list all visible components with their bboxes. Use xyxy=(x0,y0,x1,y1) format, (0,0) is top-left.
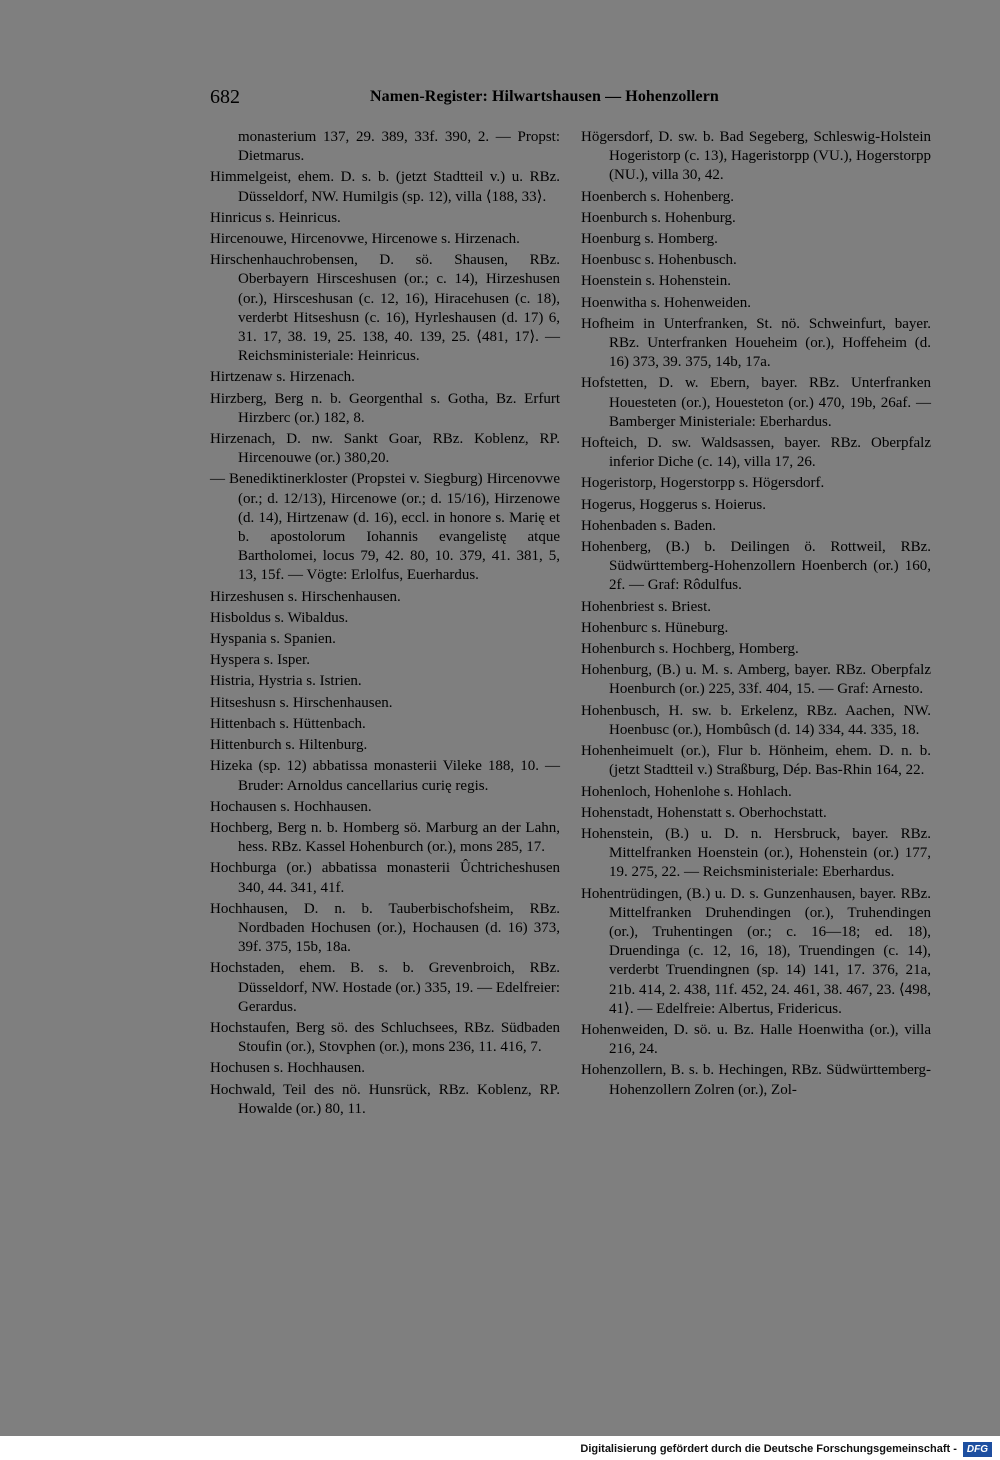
register-entry: Hirzenach, D. nw. Sankt Goar, RBz. Koblenz, RP. Hircenouwe (or.) 380,20. xyxy=(210,431,560,467)
register-entry: Hinricus s. Heinricus. xyxy=(210,209,341,226)
page-header xyxy=(210,86,930,112)
register-entry: Hizeka (sp. 12) abbatissa monasterii Vileke 188, 10. — Bruder: Arnoldus cancellarius curię regis. xyxy=(210,758,560,794)
register-entry: Hohenbusch, H. sw. b. Erkelenz, RBz. Aachen, NW. Hoenbusc (or.), Hombûsch (d. 14) 334, 44. 335, 18. xyxy=(581,702,931,738)
register-entry: Hochstaufen, Berg sö. des Schluchsees, RBz. Südbaden Stoufin (or.), Stovphen (or.), mons 236, 11. 416, 7. xyxy=(210,1019,560,1056)
register-entry: Hohenbaden s. Baden. xyxy=(581,517,716,534)
register-entry: Hochusen s. Hochhausen. xyxy=(210,1060,365,1077)
register-entry: Hittenbach s. Hüttenbach. xyxy=(210,715,366,732)
register-entry: Hohenburch s. Hochberg, Homberg. xyxy=(581,641,799,658)
register-entry: Hoenburch s. Hohenburg. xyxy=(581,209,736,226)
register-entry: Hoenburg s. Homberg. xyxy=(581,231,718,248)
register-entry: Hogerus, Hoggerus s. Hoierus. xyxy=(581,496,766,513)
register-entry: Hohenstein, (B.) u. D. n. Hersbruck, bayer. RBz. Mittelfranken Hoenstein (or.), Hohenstein (or.) 177, 19. 275, 22. — Reichsministeriale: Eberhardus. xyxy=(581,825,931,881)
register-entry: Hohenstadt, Hohenstatt s. Oberhochstatt. xyxy=(581,804,827,821)
register-entry: Hoenberch s. Hohenberg. xyxy=(581,188,735,205)
dfg-logo: DFG xyxy=(963,1442,992,1457)
register-entry: Hirzeshusen s. Hirschenhausen. xyxy=(210,588,401,605)
register-entry: Hittenburch s. Hiltenburg. xyxy=(210,737,368,754)
register-entry: Hofheim in Unterfranken, St. nö. Schweinfurt, bayer. RBz. Unterfranken Houeheim (or.), Hoffeheim (d. 16) 373, 39. 375, 14b, 17a. xyxy=(581,315,931,371)
register-entry: Hoenstein s. Hohenstein. xyxy=(581,273,731,290)
register-entry: monasterium 137, 29. 389, 33f. 390, 2. — Propst: Dietmarus. xyxy=(238,129,560,165)
register-entry: Högersdorf, D. sw. b. Bad Segeberg, Schleswig-Holstein Hogeristorp (c. 13), Hageristorpp (VU.), Hogerstorpp (NU.), villa 30, 42. xyxy=(581,129,932,184)
register-entry: Hohenburg, (B.) u. M. s. Amberg, bayer. RBz. Oberpfalz Hoenburch (or.) 225, 33f. 404, 15. — Graf: Arnesto. xyxy=(581,662,931,698)
register-entry: Hoenbusc s. Hohenbusch. xyxy=(581,252,737,269)
register-entry: Hohenburc s. Hüneburg. xyxy=(581,619,729,636)
register-entry: Hochausen s. Hochhausen. xyxy=(210,798,372,815)
register-entry: Hircenouwe, Hircenovwe, Hircenowe s. Hirzenach. xyxy=(210,231,520,248)
register-entry: Hoenwitha s. Hohenweiden. xyxy=(581,294,751,311)
register-entry: Hochhausen, D. n. b. Tauberbischofsheim, RBz. Nordbaden Hochusen (or.), Hochausen (d. 16) 373, 39f. 375, 15b, 18a. xyxy=(210,900,560,956)
register-entry: Hogeristorp, Hogerstorpp s. Högersdorf. xyxy=(581,475,825,492)
register-entry: Hofstetten, D. w. Ebern, bayer. RBz. Unterfranken Houesteten (or.), Houesteton (or.) 470, 19b, 26af. — Bamberger Ministeriale: Eberhardus. xyxy=(581,375,931,430)
register-entry: Hitseshusn s. Hirschenhausen. xyxy=(210,694,393,711)
register-entry: Hisboldus s. Wibaldus. xyxy=(210,609,349,626)
register-entry: Histria, Hystria s. Istrien. xyxy=(210,673,362,690)
register-entry: Hofteich, D. sw. Waldsassen, bayer. RBz. Oberpfalz inferior Diche (c. 14), villa 17, 26. xyxy=(581,435,931,471)
register-entry: Hochstaden, ehem. B. s. b. Grevenbroich, RBz. Düsseldorf, NW. Hostade (or.) 335, 19. — Edelfreier: Gerardus. xyxy=(210,960,560,1015)
register-entry: Hirtzenaw s. Hirzenach. xyxy=(210,369,355,386)
register-entry: Hohenweiden, D. sö. u. Bz. Halle Hoenwitha (or.), villa 216, 24. xyxy=(581,1021,931,1058)
register-entry: Hirzberg, Berg n. b. Georgenthal s. Gotha, Bz. Erfurt Hirzberc (or.) 182, 8. xyxy=(210,390,560,426)
running-title: Namen-Register: Hilwartshausen — Hohenzollern xyxy=(370,88,719,105)
register-entry: Hohenzollern, B. s. b. Hechingen, RBz. Südwürttemberg-Hohenzollern Zolren (or.), Zol- xyxy=(581,1062,931,1098)
register-entry: — Benediktinerkloster (Propstei v. Siegburg) Hircenovwe (or.; d. 12/13), Hircenowe (or.; d. 15/16), Hirzenowe (d. 14), Hirtzenaw (d. 16), eccl. in honore s. Marię et b. apostolorum Iohannis evangelistę atque Bartholomei, locus 79, 42. 80, 10. 379, 41. 381, 5, 13, 15f. — Vögte: Erlolfus, Euerhardus. xyxy=(210,471,560,584)
register-entry: Hochberg, Berg n. b. Homberg sö. Marburg an der Lahn, hess. RBz. Kassel Hohenburch (or.), mons 285, 17. xyxy=(210,819,560,856)
register-entry: Hochburga (or.) abbatissa monasterii Ûchtricheshusen 340, 44. 341, 41f. xyxy=(210,860,560,896)
register-entry: Hohentrüdingen, (B.) u. D. s. Gunzenhausen, bayer. RBz. Mittelfranken Druhendingen (or.), Truhendingen (or.), Truhentingen (or.; c. 16—18; ed. 18), Druendinga (c. 12, 16, 18), Truendingen (c. 14), verderbt Truendingnen (sp. 14) 141, 17. 376, 21a, 21b. 414, 2. 438, 11f. 452, 24. 461, 38. 467, 23. ⟨498, 41⟩. — Edelfreie: Albertus, Fridericus. xyxy=(581,885,931,1017)
register-entry: Hohenloch, Hohenlohe s. Hohlach. xyxy=(581,783,792,800)
funding-note: Digitalisierung gefördert durch die Deutsche Forschungsgemeinschaft - xyxy=(580,1443,957,1455)
register-entry: Himmelgeist, ehem. D. s. b. (jetzt Stadtteil v.) u. RBz. Düsseldorf, NW. Humilgis (sp. 12), villa ⟨188, 33⟩. xyxy=(210,169,560,205)
register-entry: Hohenheimuelt (or.), Flur b. Hönheim, ehem. D. n. b. (jetzt Stadtteil v.) Straßburg, Dép. Bas-Rhin 164, 22. xyxy=(581,743,931,779)
right-column xyxy=(581,128,931,1100)
register-entry: Hirschenhauchrobensen, D. sö. Shausen, RBz. Oberbayern Hirsceshusen (or.; c. 14), Hirzeshusen (or.), Hirsceshusan (c. 12, 16), Hiracehusen (c. 18), verderbt Hitseshusn (c. 16), Hyrleshausen (d. 17) 6, 31. 17, 38. 19, 25. 138, 40. 139, 25. ⟨481, 17⟩. — Reichsministeriale: Heinricus. xyxy=(210,252,560,365)
register-entry: Hochwald, Teil des nö. Hunsrück, RBz. Koblenz, RP. Howalde (or.) 80, 11. xyxy=(210,1081,560,1117)
left-column xyxy=(210,128,560,1119)
register-entry: Hohenberg, (B.) b. Deilingen ö. Rottweil, RBz. Südwürttemberg-Hohenzollern Hoenberch (or.) 160, 2f. — Graf: Rôdulfus. xyxy=(581,539,931,594)
register-entry: Hyspania s. Spanien. xyxy=(210,631,336,648)
register-entry: Hyspera s. Isper. xyxy=(210,652,310,669)
page-number: 682 xyxy=(210,86,240,108)
footer xyxy=(580,1441,992,1457)
register-entry: Hohenbriest s. Briest. xyxy=(581,598,711,615)
